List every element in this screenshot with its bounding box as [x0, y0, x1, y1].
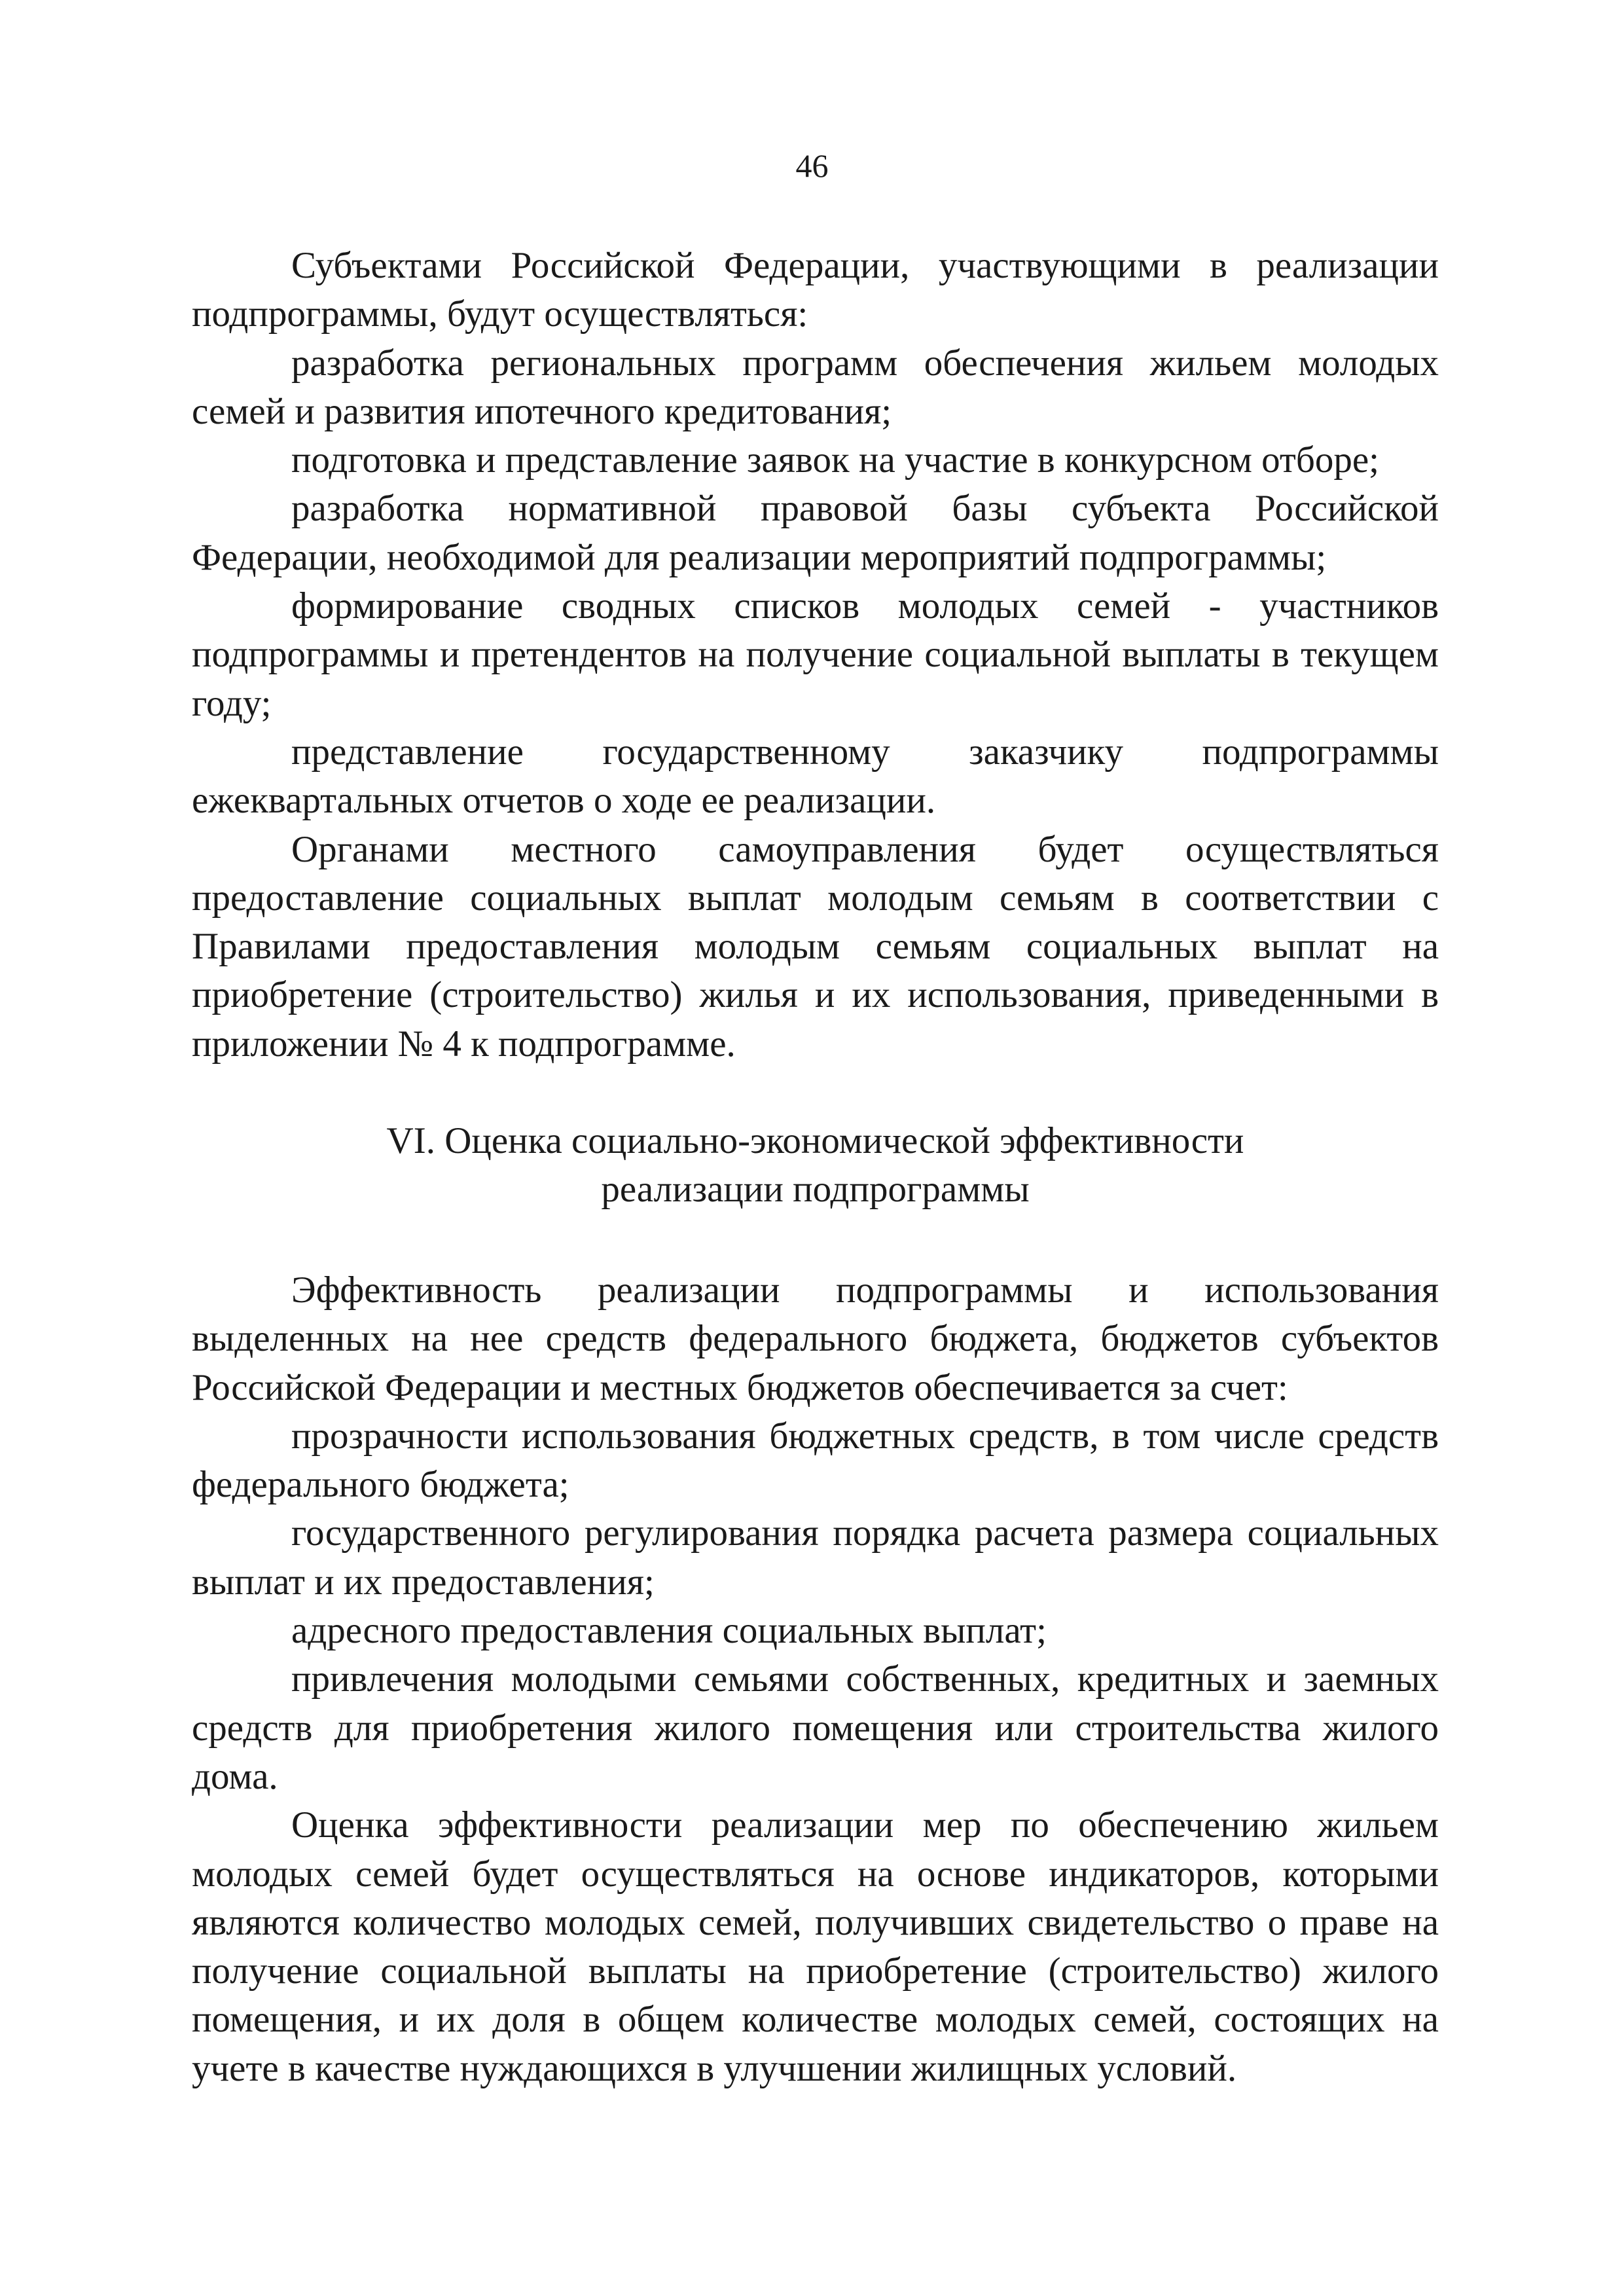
paragraph: формирование сводных списков молодых семей - участников подпрограммы и претендентов на получение социальной выплаты в текущем году; — [192, 585, 1439, 724]
paragraph: подготовка и представление заявок на участие в конкурсном отборе; — [291, 439, 1379, 481]
paragraph: Оценка эффективности реализации мер по обеспечению жильем молодых семей будет осуществляться на основе индикаторов, которыми являются количество молодых семей, получивших свидетельство о праве на получение социальной выплаты на приобретение (строительство) жилого помещения, и их доля в общем количестве молодых семей, состоящих на учете в качестве нуждающихся в улучшении жилищных условий. — [192, 1804, 1439, 2089]
paragraph: разработка нормативной правовой базы субъекта Российской Федерации, необходимой для реализации мероприятий подпрограммы; — [192, 488, 1439, 578]
text-block-before-heading — [192, 242, 1439, 1068]
text-block-after-heading — [192, 1266, 1439, 2093]
paragraph: разработка региональных программ обеспечения жильем молодых семей и развития ипотечного кредитования; — [192, 342, 1439, 432]
paragraph: государственного регулирования порядка расчета размера социальных выплат и их предоставления; — [192, 1512, 1439, 1603]
paragraph: Эффективность реализации подпрограммы и использования выделенных на нее средств федерального бюджета, бюджетов субъектов Российской Федерации и местных бюджетов обеспечивается за счет: — [192, 1269, 1439, 1408]
section-heading-line-2: реализации подпрограммы — [601, 1169, 1030, 1210]
paragraph: привлечения молодыми семьями собственных, кредитных и заемных средств для приобретения жилого помещения или строительства жилого дома. — [192, 1658, 1439, 1797]
paragraph: Органами местного самоуправления будет осуществляться предоставление социальных выплат молодым семьям в соответствии с Правилами предоставления молодым семьям социальных выплат на приобретение (строительство) жилья и их использования, приведенными в приложении № 4 к подпрограмме. — [192, 828, 1439, 1065]
paragraph: Субъектами Российской Федерации, участвующими в реализации подпрограммы, будут осуществляться: — [192, 245, 1439, 335]
paragraph: адресного предоставления социальных выплат; — [291, 1610, 1047, 1652]
section-heading-line-1: VI. Оценка социально-экономической эффективности — [386, 1120, 1244, 1161]
paragraph: прозрачности использования бюджетных средств, в том числе средств федерального бюджета; — [192, 1415, 1439, 1506]
paragraph: представление государственному заказчику подпрограммы ежеквартальных отчетов о ходе ее реализации. — [192, 731, 1439, 822]
page-number: 46 — [795, 147, 829, 184]
section-heading — [192, 1117, 1439, 1214]
